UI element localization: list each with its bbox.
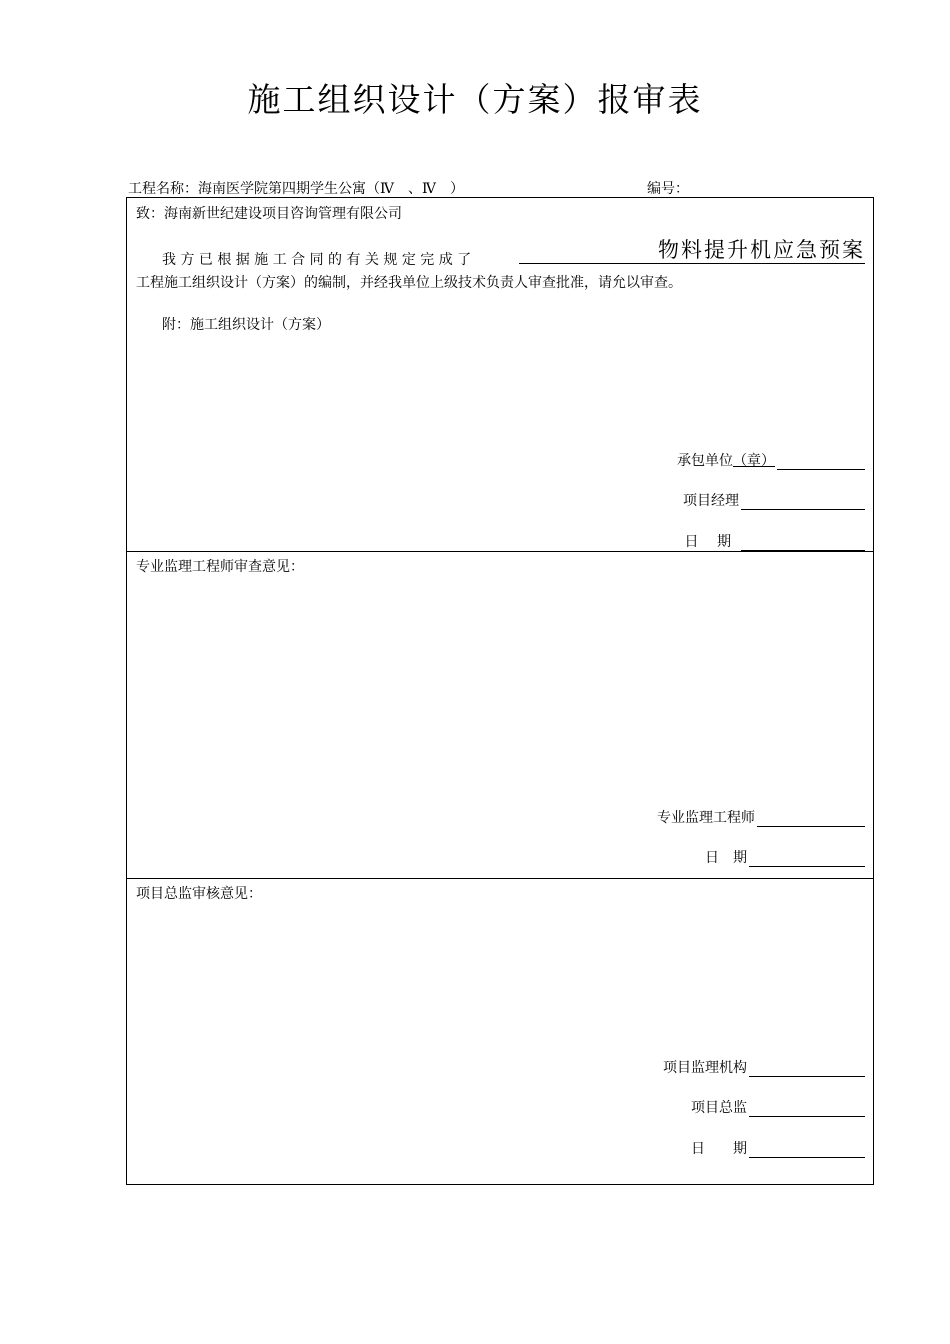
contractor-signature-row bbox=[677, 450, 865, 470]
director-review-heading: 项目总监审核意见： bbox=[136, 886, 262, 902]
org-field[interactable] bbox=[749, 1060, 865, 1077]
director-label: 项目总监 bbox=[691, 1100, 747, 1116]
statement-line-2: 工程施工组织设计（方案）的编制，并经我单位上级技术负责人审查批准，请允以审查。 bbox=[136, 275, 682, 291]
plan-name-field[interactable]: 物料提升机应急预案 bbox=[519, 238, 865, 264]
contractor-label: 承包单位 bbox=[677, 453, 733, 469]
date-label-2: 日 期 bbox=[705, 850, 747, 866]
engineer-label: 专业监理工程师 bbox=[657, 810, 755, 826]
review-form-table bbox=[126, 197, 874, 1185]
statement-line-1: 我 方 已 根 据 施 工 合 同 的 有 关 规 定 完 成 了 bbox=[162, 252, 472, 268]
project-name: 工程名称：海南医学院第四期学生公寓（Ⅳ 、Ⅳ ） bbox=[128, 181, 464, 197]
contractor-field[interactable] bbox=[777, 453, 865, 470]
form-number: 编号： bbox=[647, 181, 689, 197]
engineer-review-section bbox=[127, 552, 873, 879]
date-row-1 bbox=[685, 531, 865, 551]
org-signature-row bbox=[663, 1057, 865, 1077]
engineer-field[interactable] bbox=[757, 810, 865, 827]
director-review-section bbox=[127, 879, 873, 1184]
date-row-2 bbox=[705, 847, 865, 867]
page-title: 施工组织设计（方案）报审表 bbox=[247, 80, 703, 119]
date-label-3: 日 期 bbox=[691, 1141, 747, 1157]
director-field[interactable] bbox=[749, 1100, 865, 1117]
date-label-1: 日 期 bbox=[684, 534, 731, 550]
manager-signature-row bbox=[683, 490, 865, 510]
date-field-2[interactable] bbox=[749, 850, 865, 867]
addressee: 致：海南新世纪建设项目咨询管理有限公司 bbox=[136, 206, 402, 222]
manager-field[interactable] bbox=[741, 493, 865, 510]
date-row-3 bbox=[691, 1138, 865, 1158]
engineer-signature-row bbox=[657, 807, 865, 827]
director-signature-row bbox=[691, 1097, 865, 1117]
attachment-label: 附：施工组织设计（方案） bbox=[162, 317, 330, 333]
manager-label: 项目经理 bbox=[683, 493, 739, 509]
submission-section bbox=[127, 198, 873, 552]
date-field-1[interactable] bbox=[741, 534, 865, 551]
engineer-review-heading: 专业监理工程师审查意见： bbox=[136, 559, 304, 575]
date-field-3[interactable] bbox=[749, 1141, 865, 1158]
org-label: 项目监理机构 bbox=[663, 1060, 747, 1076]
contractor-stamp: （章） bbox=[733, 453, 775, 469]
